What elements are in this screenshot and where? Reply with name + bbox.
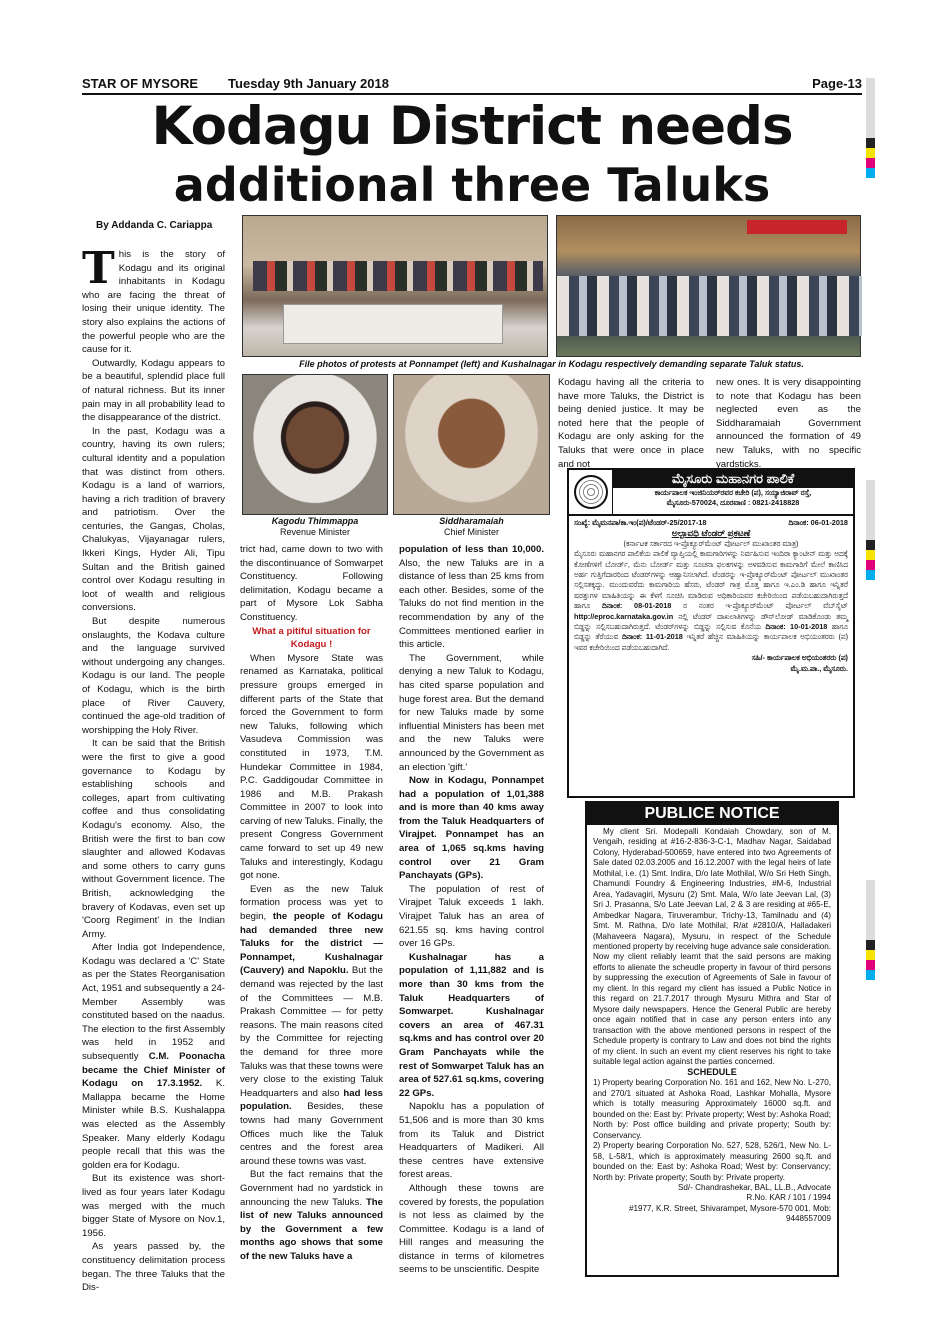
paragraph: The Government, while denying a new Taluk to Kodagu, has cited sparse population and huge forest area. But the demand for new Taluks made by some influential Ministers has been met and the new Taluks were announced by the Government as an election 'gift.' [399, 652, 544, 773]
paragraph: But despite numerous onslaughts, the Kodava culture and the language survived without undergoing any changes. Kodagu is our land. The people of Kodagu, which is the birth place of River Cauvery, continued the age-old tradition of worshipping the Holy River. [82, 616, 225, 736]
headline [82, 98, 862, 214]
protest-photo-kushalnagar [556, 215, 861, 357]
portrait-kagodu-thimmappa [242, 374, 388, 515]
color-registration-bar-top [866, 78, 875, 178]
paragraph: population of less than 10,000. Also, the new Taluks are in a distance of less than 25 kms from each other. Besides, some of the Taluks do not find mention in the recommendation by any of the Committees mentioned earlier in this article. [399, 544, 544, 651]
paragraph: Napoklu has a population of 51,506 and is more than 30 kms from its Taluk and District Headquarters of Madikeri. All these centres have extensive forest areas. [399, 1101, 544, 1181]
paragraph: It can be said that the British were the first to give a good governance to Kodagu by establishing schools and colleges, apart from cultivating coffee and thus consolidating Kodagu's economy. Also, the British were the first to ban cow slaughter and allowed Kodavas and some others to carry guns without Government licence. The British, acknowledging the bravery of Kodavas, even set up 'Coorg Regiment' in the Indian Army. [82, 738, 225, 940]
photo-caption: File photos of protests at Ponnampet (left) and Kushalnagar in Kodagu respectively demanding separate Taluk status. [299, 359, 804, 369]
paragraph: In the past, Kodagu was a country, having its own rulers; cultural identity and a population that was distinct from others. Kodagu is a land of warriors, having a rich tradition of bravery and patriotism. Over the centuries, the Gangas, Cholas, Chalukyas, Vijayanagar rulers, Ikkeri Kings, Hyder Ali, Tipu Sultan and the British gained control over Kodagu resulting in loot of wealth and religious conversions. [82, 425, 225, 614]
tender-title: ಅಲ್ಪಾವಧಿ ಟೆಂಡರ್ ಪ್ರಕಟಣೆ [671, 528, 751, 539]
corporation-seal-icon [569, 470, 613, 514]
page-number: Page-13 [812, 76, 862, 91]
tender-address: ಮೈಸೂರು-570024, ದೂರವಾಣಿ : 0821-2418828 [666, 498, 800, 508]
tender-header [569, 470, 853, 516]
drop-cap: T [82, 243, 115, 294]
tender-url: http://eproc.karnataka.gov.in [574, 611, 674, 621]
advocate-signature: Sd/- Chandrashekar, BAL, LL.B., Advocate [678, 1182, 831, 1192]
notice-paragraph: My client Sri. Modepalli Kondaiah Chowdary, son of M. Vengaih, residing at #16-2-836-3-C-1, Madhav Nagar, Saidabad Colony, Hyderabad-500659, have entered into two Agreements of Sale dated 02.03.2005 and 16.12.2007 with the legal heirs of late Mothilal, i.e. (1) Smt. Indira, D/o late Mothilal, W/o Sri Heth Singh, Chamundi Foundry & Engineering Industries, #M-6, Industrial Area, Yadavagiri, Mysuru (2) Smt. Mala, W/o late Jeevan Lal, (3) Sri J. Prasanna, S/o Late Jeevan Lal, 2 & 3 are residing at #65-E, Ambedkar Nagara, Tiruverambur, Trichy-13, Tamilnadu and (4) Smt. M. Rathna, D/o late Mothilal, R/at #2810/A, Halladakeri (Mahaveera Nagara), Mysuru, in respect of the Schedule mentioned property by receiving huge advance sale consideration. Now my client reliably learnt that the said persons are making efforts to alienate the scheudle property in favour of third persons by suppressing the execution of Agreements of Sale in favour of my client. In this regard my client has issued a Public Notice in this regard on 21.7.2017 through Mysuru Mithra and Star of Mysore daily newspapers. Hence the General Public are hereby once again notified that in case any person enters into any transaction with the above mentioned persons in respect of the Schedule property is contrary to Law and does not bind the rights of my client. In such an event my client reserves his right to take suitable legal action against the parties concerned. [593, 827, 832, 1066]
advocate-address: #1977, K.R. Street, Shivarampet, Mysore-570 001. Mob: 9448557009 [629, 1203, 831, 1224]
paragraph: The population of rest of Virajpet Taluk exceeds 1 lakh. Virajpet Taluk has an area of 621.55 sq. kms having control over 16 GPs. [399, 883, 544, 950]
article-column-3 [399, 543, 544, 1276]
paragraph: Outwardly, Kodagu appears to be a beautiful, splendid place full of natural richness. But its inner pain may in all probability lead to the disappearance of the district. [82, 357, 225, 424]
subheading: What a pitiful situation for Kodagu ! [252, 625, 371, 651]
tender-date: ದಿನಾಂಕ: 06-01-2018 [788, 518, 848, 527]
paragraph: As years passed by, the constituency delimitation process began. The three Taluks that the Dis- [82, 1241, 225, 1294]
portrait-caption-left: Kagodu Thimmappa Revenue Minister [271, 516, 359, 537]
tender-org: ಮೈಸೂರು ಮಹಾನಗರ ಪಾಲಿಕೆ [613, 470, 853, 488]
protest-photo-ponnampet [242, 215, 548, 357]
paragraph: After India got Independence, Kodagu was declared a 'C' State as per the States Reorganisation Act, 1951 and subsequently a 24-Member Assembly was constituted based on the naadus. The election to the first Assembly was held in 1952 and subsequently C.M. Poonacha became the Chief Minister of Kodagu on 17.3.1952. K. Mallappa became the Home Minister while B.S. Kushalappa was elected as the Assembly Speaker. Many elderly Kodagu people recall that this was the golden era for Kodagu. [82, 942, 226, 1171]
paragraph: trict had, came down to two with the discontinuance of Somwarpet Constituency. Following delimitation, Kodagu became a part of Mysore Lok Sabha Constituency. [240, 544, 383, 623]
tender-ref: ಸಂಖ್ಯೆ: ಮೈಮನಪಾ/ಕಾ.ಇಂ(ಪ)/ಟೆಂಡರ್-25/2017-18 [574, 518, 707, 527]
byline: By Addanda C. Cariappa [96, 220, 213, 231]
tender-signatory: ಸಹಿ/- ಕಾರ್ಯಪಾಲಕ ಅಭಿಯಂತರರು (ಪ) ಮೈ.ಮ.ಪಾ., ಮೈಸೂರು. [751, 653, 848, 673]
article-column-2 [240, 543, 383, 1263]
tender-subtitle: (ಕರ್ನಾಟಕ ಸರ್ಕಾರದ ಇ-ಪ್ರೊಕ್ಯೂರ್‌ಮೆಂಟ್ ಪೋರ್ಟಲ್ ಮುಖಾಂತರ ಮಾತ್ರ) [623, 538, 799, 548]
portrait-caption-right: Siddharamaiah Chief Minister [439, 516, 504, 537]
paragraph: But the fact remains that the Government had no yardstick in announcing the new Taluks. The list of new Taluks announced by the Government a few months ago shows that some of the new Taluks have a [240, 1169, 383, 1262]
advocate-reg: R.No. KAR / 101 / 1994 [746, 1193, 831, 1203]
notice-title: PUBLICE NOTICE [587, 803, 837, 825]
headline-line-1: Kodagu District needs [151, 96, 793, 157]
paragraph: Now in Kodagu, Ponnampet had a population of 1,01,388 and is more than 40 kms away from the Taluk Headquarters of Virajpet. Ponnampet has an area of 1,065 sq.kms having control over 21 Gram Panchayats (GPs). [399, 775, 544, 882]
issue-date: Tuesday 9th January 2018 [228, 76, 389, 91]
paragraph: Even as the new Taluk formation process was yet to begin, the people of Kodagu had demanded three new Taluks for the district — Ponnampet, Kushalnagar (Cauvery) and Napoklu. But the demand was rejected by the last of the Committees — M.B. Prakash Committee — for petty reasons. The main reasons cited by the Committee for rejecting the demand for three more Taluks was that these towns were very close to the existing Taluk Headquarters and also had less population. Besides, these towns had many Government Offices much like the Taluk centres and the forest area around these towns was vast. [240, 883, 383, 1167]
headline-line-2: additional three Taluks [173, 158, 771, 212]
tender-body: ಸಂಖ್ಯೆ: ಮೈಮನಪಾ/ಕಾ.ಇಂ(ಪ)/ಟೆಂಡರ್-25/2017-18 ದಿನಾಂಕ: 06-01-2018 ಅಲ್ಪಾವಧಿ ಟೆಂಡರ್ ಪ್ರಕಟಣೆ (ಕರ್ನಾಟಕ ಸರ್ಕಾರದ ಇ-ಪ್ರೊಕ್ಯೂರ್‌ಮೆಂಟ್ ಪೋರ್ಟಲ್ ಮುಖಾಂತರ ಮಾತ್ರ) ಮೈಸೂರು ಮಹಾನಗರ ಪಾಲಿಕೆಯ ಪಾಲಿಕೆ ವ್ಯಾಪ್ತಿಯಲ್ಲಿ ಕಾಮಗಾರಿಗಳನ್ನು ನಿರ್ವಹಿಸುವ ಇಂದಿರಾ ಕ್ಯಾಂಟೀನ್ ಮತ್ತು ಅದಕ್ಕೆ ಕೋಣೆಗಳಿಗೆ ಬೋರ್ಡ್, ಮೆನು ಬೋರ್ಡ್ ಮತ್ತು ಸೂಚನಾ ಫಲಕಗಳನ್ನು ಅಳವಡಿಸುವ ಕಾಮಗಾರಿಗೆ ಮೇಲೆ ಕಾಣಿಸಿದ ಅರ್ಹ ಗುತ್ತಿಗೆದಾರರಿಂದ ಟೆಂಡರ್‌ಗಳನ್ನು ಆಹ್ವಾನಿಸಲಾಗಿದೆ. ಟೆಂಡರನ್ನು ಇ-ಪ್ರೊಕ್ಯೂರ್‌ಮೆಂಟ್ ಪೋರ್ಟಲ್ ಮುಖಾಂತರ ಸಲ್ಲಿಸತಕ್ಕದ್ದು. ಮುಂದುವರೆದು ಕಾಮಗಾರಿಯ ಹೆಸರು, ಟೆಂಡರ್ ಗಾತ್ರ ಮೊತ್ತ ಹಾಗೂ ಇ.ಎಂ.ಡಿ ಹಾಗೂ ಇನ್ನಿತರೆ ಷರತ್ತುಗಳ ಮಾಹಿತಿಯನ್ನು ಈ ಕೆಳಗೆ ಸೂಚಿಸಿ ಮಾಡಿರುವ ಅಧಿಕಾರಿಯವರ ಕಚೇರಿಯಿಂದ ಪಡೆಯಬಹುದಾಗಿರುತ್ತದೆ ಹಾಗೂ ದಿನಾಂಕ: 08-01-2018 ರ ನಂತರ ಇ-ಪ್ರೊಕ್ಯೂರ್‌ಮೆಂಟ್ ಪೋರ್ಟಲ್ ವೆಬ್‌ಸೈಟ್ http://eproc.karnataka.gov.in ನಲ್ಲಿ ಟೆಂಡರ್ ದಾಖಲಾತಿಗಳನ್ನು ಡೌನ್‌ಲೋಡ್ ಮಾಡಿಕೊಂಡು ತಮ್ಮ ಬಿಡ್ಡನ್ನು ಸಲ್ಲಿಸಬಹುದಾಗಿರುತ್ತದೆ. ಟೆಂಡರ್‌ಗಳನ್ನು ಬಿಡ್ಡನ್ನು ಸಲ್ಲಿಸುವ ಕೊನೆಯ ದಿನಾಂಕ: 10-01-2018 ಹಾಗೂ ಬಿಡ್ಡನ್ನು ತೆರೆಯುವ ದಿನಾಂಕ: 11-01-2018 ಇನ್ನಿತರೆ ಹೆಚ್ಚಿನ ಮಾಹಿತಿಯನ್ನು ಕಾರ್ಯಪಾಲಕ ಅಭಿಯಂತರರು (ಪ) ಇವರ ಕಚೇರಿಯಿಂದ ಪಡೆಯಬಹುದಾಗಿದೆ. ಸಹಿ/- ಕಾರ್ಯಪಾಲಕ ಅಭಿಯಂತರರು (ಪ) ಮೈ.ಮ.ಪಾ., ಮೈಸೂರು. [574, 518, 849, 673]
paragraph: When Mysore State was renamed as Karnataka, political pressure groups emerged in different parts of the State that forced the Government to form new Taluks, following which Vasudeva Commission was constituted in 1973, T.M. Hundekar Committee in 1984, P.C. Gaddigoudar Committee in 1986 and M.B. Prakash Committee in 2007 to look into carving of new Taluks. Finally, the present Congress Government came forward to set up 49 new Taluks and interestingly, Kodagu got none. [240, 652, 383, 882]
paragraph: Although these towns are covered by forests, the population is not less as claimed by the Committee. Kodagu is a land of Hill ranges and measuring the distance in terms of kilometres seems to be unscientific. Despite [399, 1182, 544, 1276]
color-registration-bar-mid [866, 480, 875, 580]
paragraph: Kushalnagar has a population of 1,11,882 and is more than 30 kms from the Taluk Headquarters of Somwarpet. Kushalnagar covers an area of 467.31 sq.kms and has control over 20 Gram Panchayats while the rest of Somwarpet Taluk has an area of 527.61 sq.kms, covering 22 GPs. [399, 951, 544, 1099]
paragraph: This is the story of Kodagu and its original inhabitants in Kodagu who are facing the threat of losing their unique identity. The story also explains the actions of the powerful people who are the cause for it. [82, 243, 225, 356]
article-column-5: new ones. It is very disappointing to note that Kodagu has been neglected even as the Siddharamaiah Government announced the formation of 49 new Taluks, with no specific yardsticks. [716, 377, 861, 470]
color-registration-bar-bottom [866, 880, 875, 980]
article-column-4: Kodagu having all the criteria to have more Taluks, the District is being denied justice. It may be noted here that the people of Kodagu are only asking for the Taluks that were once in place and not [558, 377, 704, 470]
tender-dept: ಕಾರ್ಯಪಾಲಕ ಇಂಜಿನಿಯರ್‌ರವರ ಕಚೇರಿ (ಪ), ಸಯ್ಯಾಜಿರಾವ್ ರಸ್ತೆ, [654, 488, 812, 497]
tender-advertisement [567, 468, 855, 798]
portrait-siddharamaiah [393, 374, 550, 515]
article-column-1 [82, 243, 226, 1294]
paragraph: But its existence was short-lived as four years later Kodagu was merged with the much bigger State of Mysore on Nov.1, 1956. [82, 1173, 225, 1239]
schedule-item: 1) Property bearing Corporation No. 161 and 162, New No. L-270, and 270/1 situated at Ashoka Road, Lashkar Mohalla, Mysore which is totally measuring Approximately 16000 sq.ft. and bounded on the: East by: Private property; West by: Ashoka Road; North by: Post office building and private property; South by: Conservancy. [593, 1078, 831, 1140]
paper-name: STAR OF MYSORE [82, 76, 199, 91]
schedule-heading: SCHEDULE [687, 1067, 737, 1078]
schedule-item: 2) Property bearing Corporation No. 527, 528, 526/1, New No. L-58, L-58/1, which is approximately measuring 2600 sq.ft. and bounded on the: East by: Ashoka Road; West by: Conservancy; North by: Private property; South by: Private property. [593, 1141, 831, 1182]
public-notice [585, 801, 839, 1277]
masthead [82, 76, 862, 95]
